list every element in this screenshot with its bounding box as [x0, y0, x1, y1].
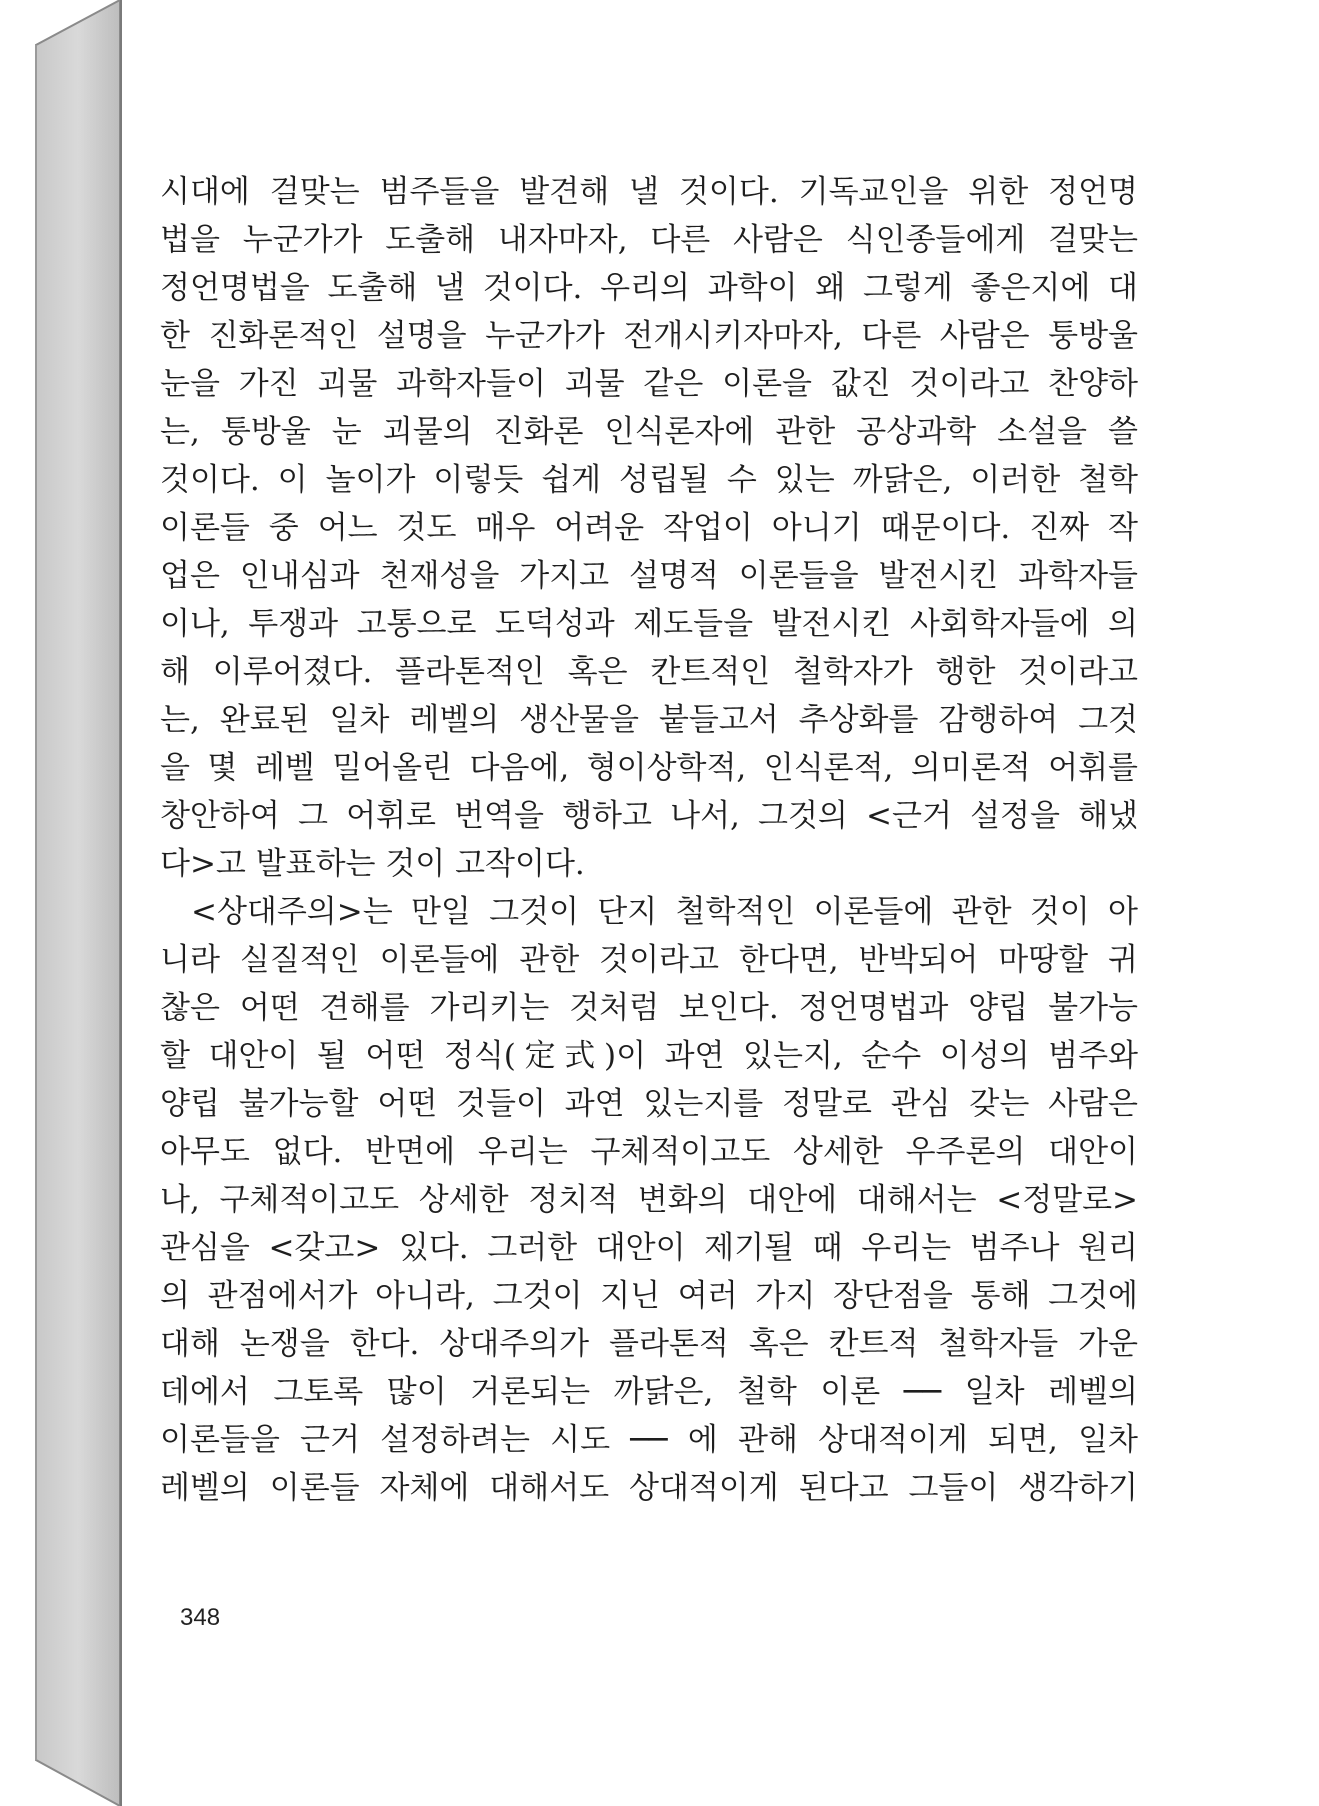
text-line: 법을 누군가가 도출해 내자마자, 다른 사람은 식인종들에게 걸맞는: [160, 222, 1138, 258]
text-line: 을 몇 레벨 밀어올린 다음에, 형이상학적, 인식론적, 의미론적 어휘를: [160, 750, 1138, 786]
text-line: 데에서 그토록 많이 거론되는 까닭은, 철학 이론 ── 일차 레벨의: [160, 1374, 1138, 1410]
text-line: 것이다. 이 놀이가 이렇듯 쉽게 성립될 수 있는 까닭은, 이러한 철학: [160, 462, 1138, 498]
text-line: 나, 구체적이고도 상세한 정치적 변화의 대안에 대해서는 <정말로>: [160, 1182, 1138, 1218]
text-line: 시대에 걸맞는 범주들을 발견해 낼 것이다. 기독교인을 위한 정언명: [160, 174, 1138, 210]
text-line: 해 이루어졌다. 플라톤적인 혹은 칸트적인 철학자가 행한 것이라고: [160, 654, 1138, 690]
text-line: 정언명법을 도출해 낼 것이다. 우리의 과학이 왜 그렇게 좋은지에 대: [160, 270, 1138, 306]
text-line: 양립 불가능할 어떤 것들이 과연 있는지를 정말로 관심 갖는 사람은: [160, 1086, 1138, 1122]
text-line: 이나, 투쟁과 고통으로 도덕성과 제도들을 발전시킨 사회학자들에 의: [160, 606, 1138, 642]
text-line: 레벨의 이론들 자체에 대해서도 상대적이게 된다고 그들이 생각하기: [160, 1470, 1138, 1506]
text-line: <상대주의>는 만일 그것이 단지 철학적인 이론들에 관한 것이 아: [191, 894, 1138, 930]
text-line: 창안하여 그 어휘로 번역을 행하고 나서, 그것의 <근거 설정을 해냈: [160, 798, 1138, 834]
paragraph-1: [160, 168, 1138, 888]
text-line: 관심을 <갖고> 있다. 그러한 대안이 제기될 때 우리는 범주나 원리: [160, 1230, 1138, 1266]
text-line: 이론들 중 어느 것도 매우 어려운 작업이 아니기 때문이다. 진짜 작: [160, 510, 1138, 546]
text-line: 아무도 없다. 반면에 우리는 구체적이고도 상세한 우주론의 대안이: [160, 1134, 1138, 1170]
text-line: 의 관점에서가 아니라, 그것이 지닌 여러 가지 장단점을 통해 그것에: [160, 1278, 1138, 1314]
text-line: 한 진화론적인 설명을 누군가가 전개시키자마자, 다른 사람은 퉁방울: [160, 318, 1138, 354]
text-line: 할 대안이 될 어떤 정식(定式)이 과연 있는지, 순수 이성의 범주와: [160, 1038, 1138, 1074]
text-line: 는, 퉁방울 눈 괴물의 진화론 인식론자에 관한 공상과학 소설을 쓸: [160, 414, 1138, 450]
text-line: 업은 인내심과 천재성을 가지고 설명적 이론들을 발전시킨 과학자들: [160, 558, 1138, 594]
text-line: 눈을 가진 괴물 과학자들이 괴물 같은 이론을 값진 것이라고 찬양하: [160, 366, 1138, 402]
text-line: 이론들을 근거 설정하려는 시도 ── 에 관해 상대적이게 되면, 일차: [160, 1422, 1138, 1458]
paragraph-2: [160, 888, 1138, 1512]
text-line: 찮은 어떤 견해를 가리키는 것처럼 보인다. 정언명법과 양립 불가능: [160, 990, 1138, 1026]
text-line: 대해 논쟁을 한다. 상대주의가 플라톤적 혹은 칸트적 철학자들 가운: [160, 1326, 1138, 1362]
text-line: 니라 실질적인 이론들에 관한 것이라고 한다면, 반박되어 마땅할 귀: [160, 942, 1138, 978]
body-text: [160, 168, 1138, 1512]
page-number: 348: [180, 1604, 221, 1631]
book-edge-stack: [0, 0, 125, 1806]
text-line: 다>고 발표하는 것이 고작이다.: [160, 846, 585, 882]
text-line: 는, 완료된 일차 레벨의 생산물을 붙들고서 추상화를 감행하여 그것: [160, 702, 1138, 738]
